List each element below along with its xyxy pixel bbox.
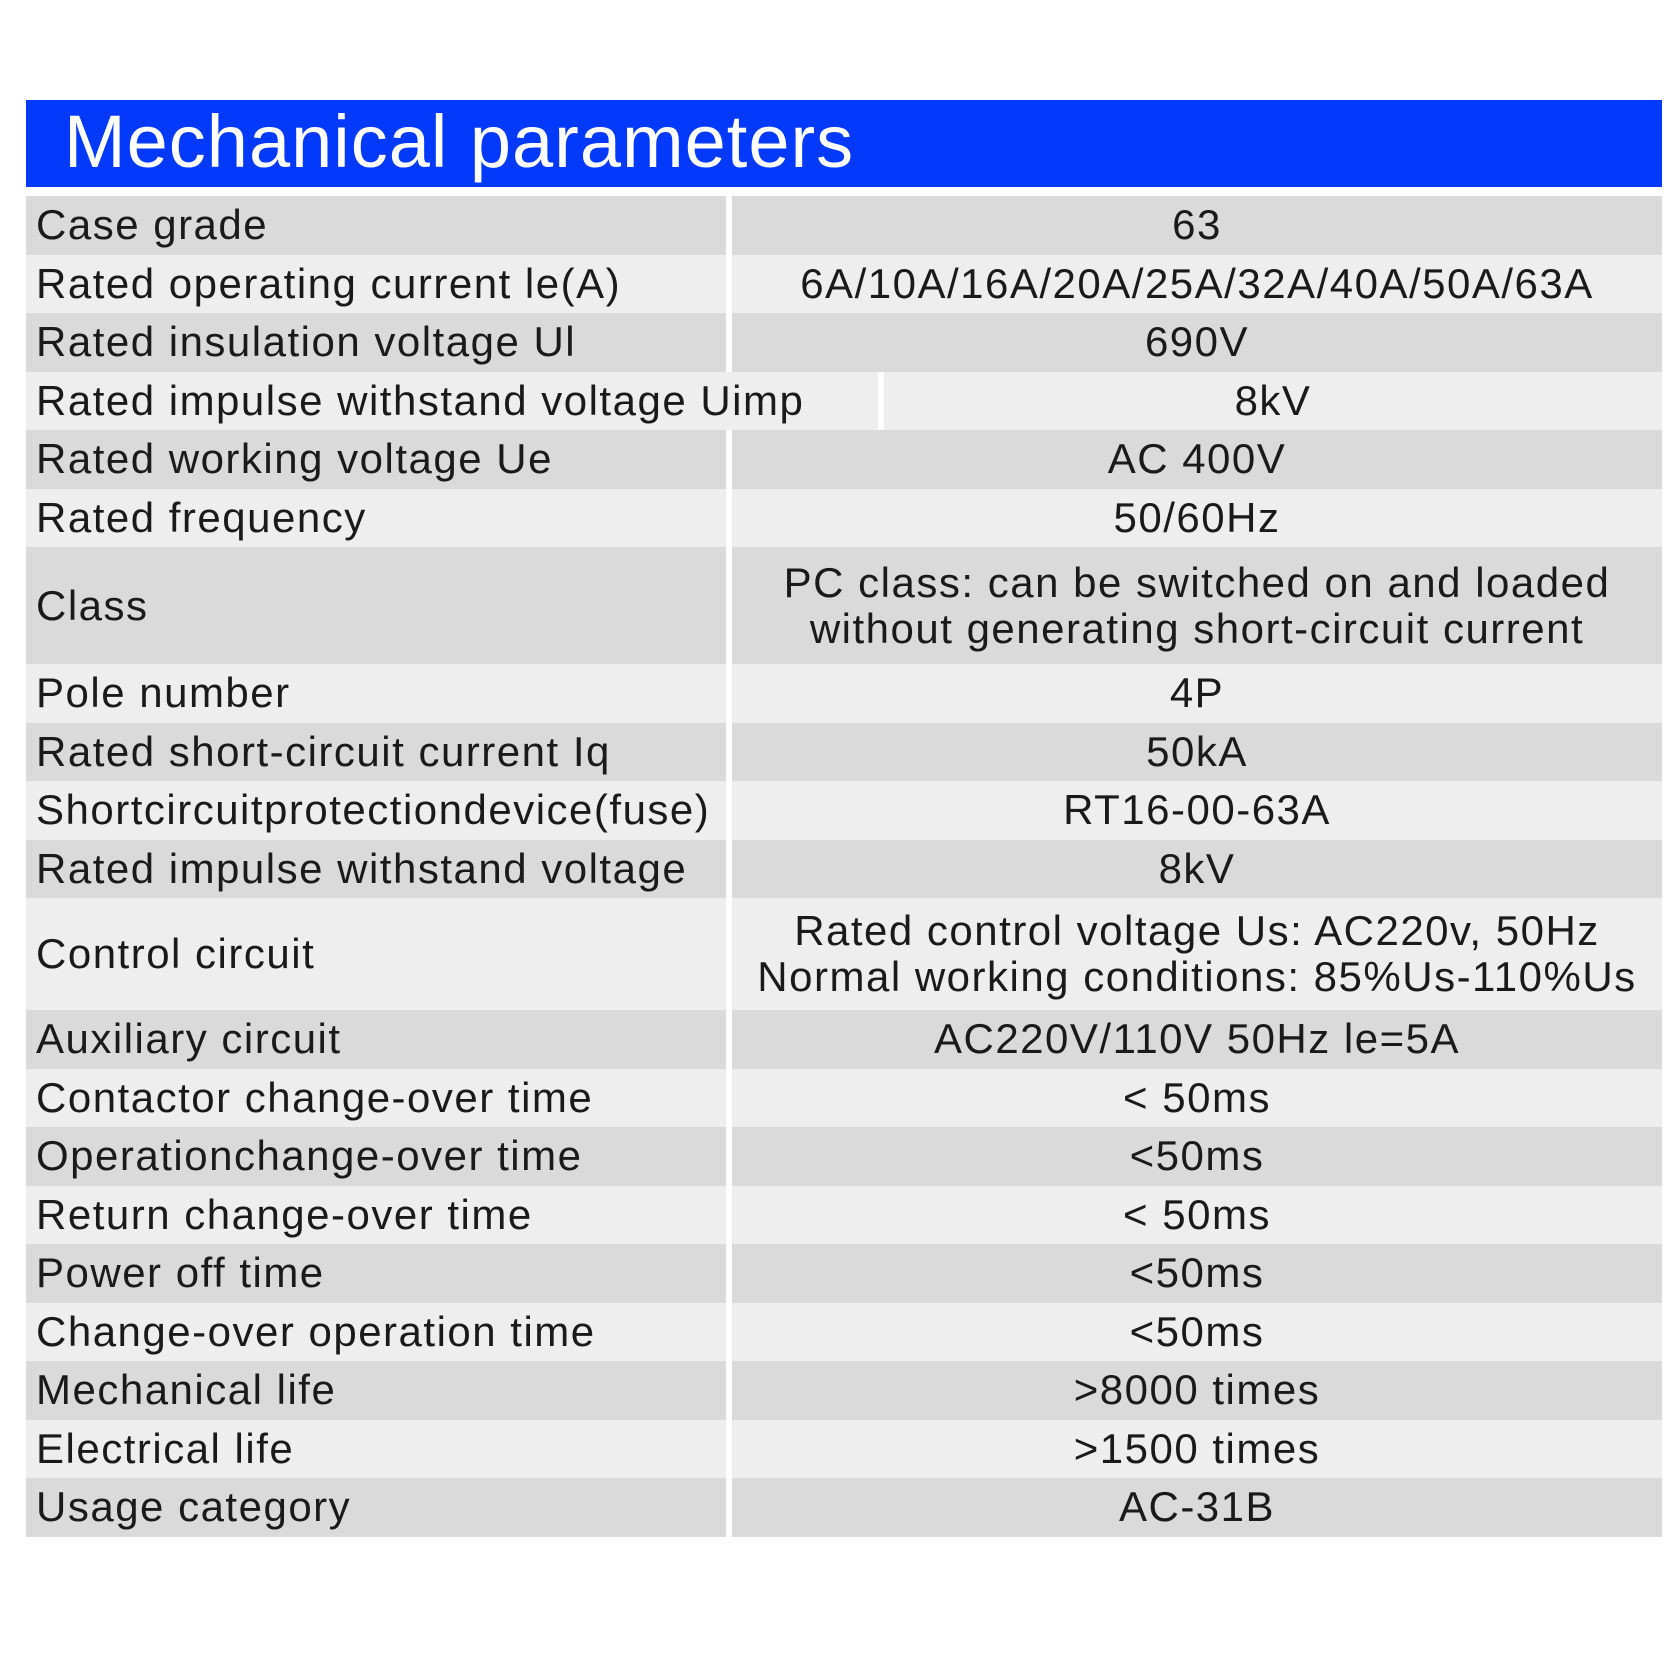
param-value: <50ms: [732, 1303, 1662, 1362]
table-row: [26, 1069, 1662, 1128]
param-label: Rated working voltage Ue: [26, 430, 732, 489]
title-banner: [26, 100, 1662, 187]
table-row: [26, 547, 1662, 664]
param-value: >8000 times: [732, 1361, 1662, 1420]
param-value: 8kV: [732, 840, 1662, 899]
param-label: Auxiliary circuit: [26, 1010, 732, 1069]
param-label: Class: [26, 547, 732, 664]
param-label: Pole number: [26, 664, 732, 723]
param-value: AC 400V: [732, 430, 1662, 489]
table-row: [26, 1361, 1662, 1420]
param-label: Rated frequency: [26, 489, 732, 548]
param-value: 50kA: [732, 723, 1662, 782]
param-value-line: Rated control voltage Us: AC220v, 50Hz: [794, 907, 1600, 954]
table-row: [26, 781, 1662, 840]
param-label: Rated insulation voltage Ul: [26, 313, 732, 372]
param-label: Rated impulse withstand voltage Uimp: [26, 372, 884, 431]
param-label: Electrical life: [26, 1420, 732, 1479]
table-row: [26, 1244, 1662, 1303]
table-row: [26, 1186, 1662, 1245]
param-value: [732, 547, 1662, 664]
param-label: Case grade: [26, 196, 732, 255]
table-row: [26, 313, 1662, 372]
param-value: 50/60Hz: [732, 489, 1662, 548]
spec-table: [26, 196, 1662, 1537]
param-label: Rated operating current le(A): [26, 255, 732, 314]
param-label: Mechanical life: [26, 1361, 732, 1420]
param-value: AC220V/110V 50Hz le=5A: [732, 1010, 1662, 1069]
table-row: [26, 1303, 1662, 1362]
table-row: [26, 840, 1662, 899]
table-row: [26, 723, 1662, 782]
param-value-line: Normal working conditions: 85%Us-110%Us: [757, 953, 1637, 1000]
param-value-line: PC class: can be switched on and loaded: [783, 558, 1611, 606]
param-label: Return change-over time: [26, 1186, 732, 1245]
param-value: 8kV: [884, 372, 1662, 431]
page-title: Mechanical parameters: [64, 100, 855, 183]
table-row: [26, 664, 1662, 723]
param-label: Rated short-circuit current Iq: [26, 723, 732, 782]
table-row: [26, 372, 1662, 431]
param-value: [732, 898, 1662, 1010]
param-value: >1500 times: [732, 1420, 1662, 1479]
table-row: [26, 255, 1662, 314]
table-row: [26, 196, 1662, 255]
param-label: Operationchange-over time: [26, 1127, 732, 1186]
param-value: RT16-00-63A: [732, 781, 1662, 840]
param-value: AC-31B: [732, 1478, 1662, 1537]
param-label: Power off time: [26, 1244, 732, 1303]
param-label: Rated impulse withstand voltage: [26, 840, 732, 899]
param-value: 6A/10A/16A/20A/25A/32A/40A/50A/63A: [732, 255, 1662, 314]
param-value: < 50ms: [732, 1186, 1662, 1245]
param-value: 63: [732, 196, 1662, 255]
table-row: [26, 898, 1662, 1010]
param-value: <50ms: [732, 1127, 1662, 1186]
table-row: [26, 1478, 1662, 1537]
param-value-line: without generating short-circuit current: [809, 604, 1585, 652]
table-row: [26, 1010, 1662, 1069]
param-label: Control circuit: [26, 898, 732, 1010]
param-label: Contactor change-over time: [26, 1069, 732, 1128]
table-row: [26, 1127, 1662, 1186]
param-label: Shortcircuitprotectiondevice(fuse): [26, 781, 732, 840]
table-row: [26, 430, 1662, 489]
param-label: Usage category: [26, 1478, 732, 1537]
param-value: 690V: [732, 313, 1662, 372]
table-row: [26, 1420, 1662, 1479]
param-label: Change-over operation time: [26, 1303, 732, 1362]
param-value: <50ms: [732, 1244, 1662, 1303]
table-row: [26, 489, 1662, 548]
param-value: < 50ms: [732, 1069, 1662, 1128]
param-value: 4P: [732, 664, 1662, 723]
